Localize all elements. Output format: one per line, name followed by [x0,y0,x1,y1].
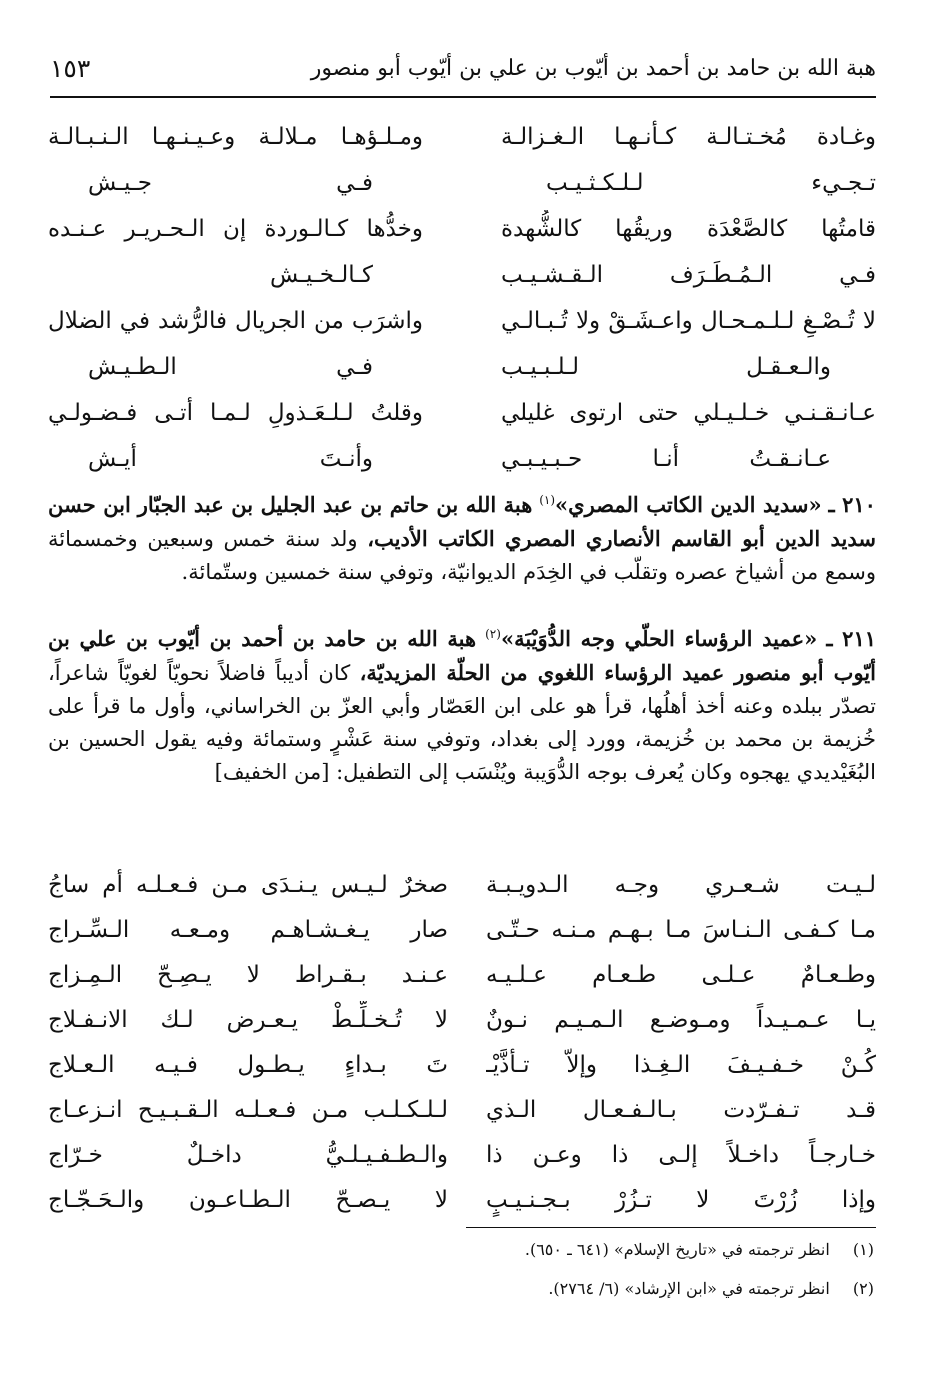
hemistich-right: فـي الـمُـطَـرَف الـقـشـيـب [501,262,876,288]
hemistich-left: كـالـخـيـش [269,262,373,288]
entry-name: هبة الله بن حاتم بن عبد الجليل بن عبد الجبّار [137,492,533,517]
entry-text: ولد سنة خمس وسبعين وخمسمائة وسمع من أشياخ عصره وتقلّب في الخِدَم الديوانيّة، وتوفي سنة خمسين وستّمائة. [48,527,876,584]
hemistich-right: قـد تـفـرّدت بـالـفـعـال الـذي [486,1097,876,1123]
footnote-1 [300,1240,874,1259]
footnote-number: (٢) [852,1279,874,1298]
entry-210 [48,484,876,589]
hemistich-left: صار يـغـشـاهـم ومـعـه الـسِّـراج [48,917,448,943]
hemistich-right: وطـعـامٌ عـلـى طـعـام عـلـيـه [486,962,876,988]
footnote-number: (١) [852,1240,874,1259]
hemistich-right: تـجـيء لـلـكـثـيـب [546,170,876,196]
hemistich-right: مـا كـفـى الـنـاسَ مـا بـهـم مـنـه حـتّـى [486,917,876,943]
verse-row [48,440,876,480]
hemistich-left: والـطـفـيـلـيُّ داخـلٌ خـرّاج [48,1142,448,1168]
verse-row [48,1136,876,1176]
footnote-marker[interactable]: (١) [539,493,556,507]
hemistich-left: وأنـتَ أيـش [88,446,373,472]
verse-row [48,302,876,342]
hemistich-left: صخرٌ لـيـس يـنـدَى مـن فـعـلـه أم ساجُ [48,872,448,898]
hemistich-right: يـا عـمـيـداً ومـوضـع الـمـيـم نـونٌ [486,1007,876,1033]
hemistich-left: لا يـصـحّ الـطـاعـون والـحَـجّـاج [48,1187,448,1213]
hemistich-right: لا تُـصْـغِ لـلـمـحـال واعـشَـقْ ولا تُـبـالـي [501,308,876,334]
verse-row [48,256,876,296]
hemistich-right: كُـنْ خـفـيـفَ الـغِـذا وإلاّ تـأذَّيْـ [486,1052,876,1078]
verse-row [48,164,876,204]
hemistich-right: عـانـقـنـي خـلـيـلي حتى ارتوى غليلي [501,400,876,426]
page-number: ١٥٣ [50,54,91,83]
hemistich-right: قامتُها كالصَّعْدَة وريقُها كالشُّهدة [501,216,876,242]
verse-row [48,1001,876,1041]
hemistich-right: والـعـقـل لـلـبـيـب [501,354,831,380]
verse-row [48,911,876,951]
entry-211 [48,618,876,789]
footnote-marker[interactable]: (٢) [485,627,501,641]
verse-row [48,348,876,388]
entry-name: هبة الله بن حامد بن أحمد بن أيّوب بن علي بن أيّوب أبو منصور عميد الرؤساء اللغوي من الحلّة المزيديّة، [48,626,876,685]
entry-title: «عميد الرؤساء الحلّي وجه الدُّوَيْبَة» [500,626,818,651]
hemistich-left: فـي جـيـش [88,170,373,196]
footnote-2 [300,1279,874,1298]
hemistich-left: لـلـكـلـب مـن فـعـلـه الـقـبـيـح انـزعـاج [48,1097,448,1123]
hemistich-left: واشرَب من الجريال فالرُّشد في الضلال [48,308,423,334]
hemistich-left: فـي الـطـيـش [88,354,373,380]
hemistich-right: عـانـقـتُ أنـا حـبـيـبـي [501,446,831,472]
footnote-divider [466,1227,876,1228]
hemistich-right: لـيـت شـعـري وجـه الـدويـبـة [486,872,876,898]
entry-title: «سديد الدين الكاتب المصري» [555,492,822,517]
hemistich-left: تَ بـداءٍ يـطـول فـيـه الـعـلاج [48,1052,448,1078]
verse-row [48,956,876,996]
verse-row [48,866,876,906]
entry-number: ٢١٠ ـ [828,492,876,517]
footnote-text: انظر ترجمته في «تاريخ الإسلام» (٦٤١ ـ ٦٥٠). [524,1240,830,1259]
footnote-text: انظر ترجمته في «ابن الإرشاد» (٦/ ٢٧٦٤). [548,1279,830,1298]
hemistich-right: خـارجـاً داخـلاً إلـى ذا وعـن ذا [486,1142,876,1168]
hemistich-right: وغـادة مُخـتـالـة كـأنـهـا الـغـزالـة [501,124,876,150]
hemistich-right: وإذا زُرْتَ لا تـزُرْ بـجـنـيـبٍ [486,1187,876,1213]
entry-number: ٢١١ ـ [826,626,877,651]
verse-row [48,1046,876,1086]
hemistich-left: لا تُـخـلِّـطْ يـعـرض لـك الانـفـلاج [48,1007,448,1033]
footnotes [300,1240,874,1318]
hemistich-left: وقلتُ لـلـعَـذولِ لـمـا أتـى فـضـولـي [48,400,423,426]
running-title: هبة الله بن حامد بن أحمد بن أيّوب بن علي بن أيّوب أبو منصور [310,56,876,81]
entry-name-continued: ابن حسن سديد الدين أبو القاسم الأنصاري المصري الكاتب الأديب، [48,492,876,551]
verse-row [48,394,876,434]
entry-text: كان أديباً فاضلاً نحويّاً لغويّاً شاعراً، تصدّر ببلده وعنه أخذ أهلُها، قرأ هو على ابن العَصّار وأبي العزّ بن الخراساني، وأول ما قرأ على خُزيمة بن محمد بن خُزيمة، وورد إلى بغداد، وتوفي سنة عَشْرٍ وستمائة وفيه يقول الحسين بن البُغَيْديدي يهجوه وكان يُعرف بوجه الدُّوَيبة ويُنْسَب إلى التطفيل: [من الخفيف] [48,661,876,784]
verse-row [48,1091,876,1131]
page-header [50,48,876,92]
hemistich-left: عـنـد بـقـراط لا يـصِـحّ الـمِـزاج [48,962,448,988]
verse-row [48,210,876,250]
hemistich-left: وخدُّها كـالـوردة إن الـحـريـر عـنـده [48,216,423,242]
verse-row [48,1181,876,1221]
header-divider [50,96,876,98]
hemistich-left: ومـلـؤهـا مـلالـة وعـيـنـهـا الـنـبـالـة [48,124,423,150]
verse-row [48,118,876,158]
